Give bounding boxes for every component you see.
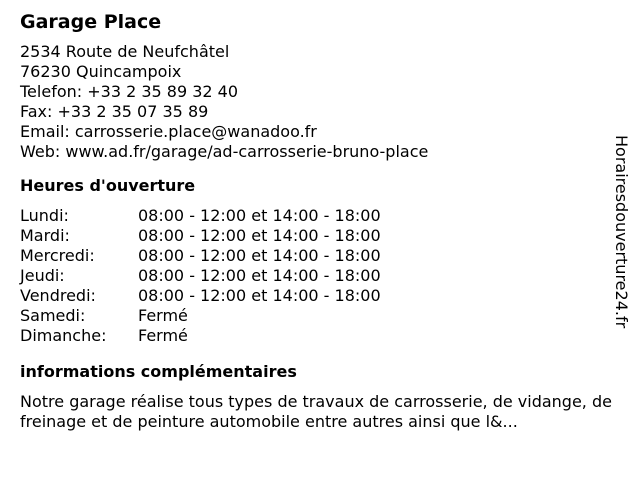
hours-heading: Heures d'ouverture [20, 176, 196, 195]
extra-info-heading: informations complémentaires [20, 362, 297, 381]
hours-row-friday [20, 286, 620, 306]
hours-day: Jeudi: [20, 266, 65, 285]
hours-time: 08:00 - 12:00 et 14:00 - 18:00 [138, 246, 381, 265]
hours-time: 08:00 - 12:00 et 14:00 - 18:00 [138, 266, 381, 285]
site-watermark: Horairesdouverture24.fr [612, 135, 631, 329]
contact-block [20, 42, 620, 162]
phone-line: Telefon: +33 2 35 89 32 40 [20, 82, 239, 101]
business-name: Garage Place [20, 11, 162, 33]
email-line: Email: carrosserie.place@wanadoo.fr [20, 122, 317, 141]
address-line-1: 2534 Route de Neufchâtel [20, 42, 230, 61]
extra-info-text: Notre garage réalise tous types de travaux de carrosserie, de vidange, de freinage et de peinture automobile entre autres ainsi que l&... [20, 392, 612, 431]
hours-time: Fermé [138, 326, 188, 345]
hours-row-wednesday [20, 246, 620, 266]
web-line: Web: www.ad.fr/garage/ad-carrosserie-bruno-place [20, 142, 429, 161]
hours-row-saturday [20, 306, 620, 326]
hours-day: Mercredi: [20, 246, 95, 265]
hours-row-thursday [20, 266, 620, 286]
hours-time: 08:00 - 12:00 et 14:00 - 18:00 [138, 226, 381, 245]
address-line-2: 76230 Quincampoix [20, 62, 182, 81]
hours-row-monday [20, 206, 620, 226]
hours-row-sunday [20, 326, 620, 346]
hours-day: Mardi: [20, 226, 70, 245]
hours-day: Vendredi: [20, 286, 96, 305]
hours-day: Lundi: [20, 206, 69, 225]
hours-time: 08:00 - 12:00 et 14:00 - 18:00 [138, 206, 381, 225]
hours-time: 08:00 - 12:00 et 14:00 - 18:00 [138, 286, 381, 305]
hours-time: Fermé [138, 306, 188, 325]
hours-day: Samedi: [20, 306, 86, 325]
business-card [20, 10, 620, 432]
hours-row-tuesday [20, 226, 620, 246]
hours-table [20, 206, 620, 346]
hours-day: Dimanche: [20, 326, 107, 345]
fax-line: Fax: +33 2 35 07 35 89 [20, 102, 209, 121]
